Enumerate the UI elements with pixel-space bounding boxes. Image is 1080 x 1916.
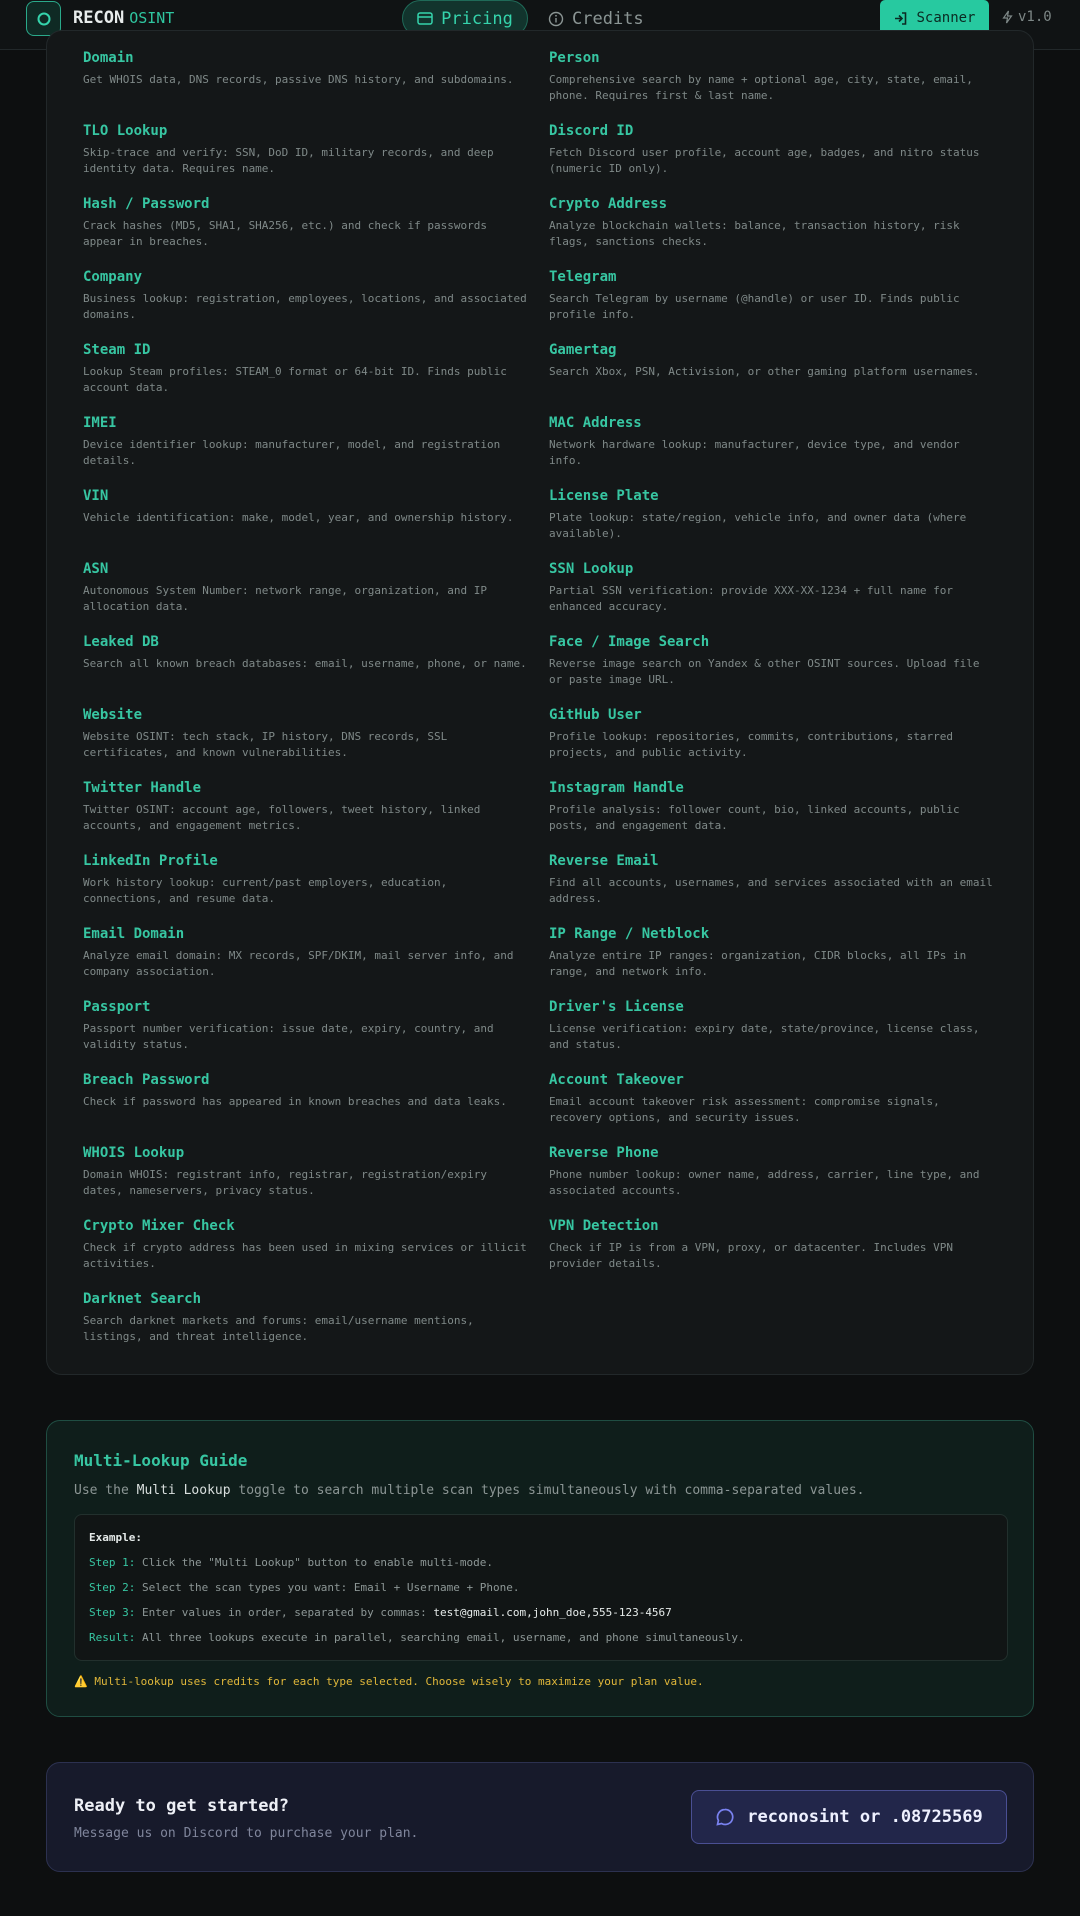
scan-type-item [83, 195, 533, 250]
scan-type-title: VPN Detection [549, 1218, 659, 1234]
scan-type-description: Email account takeover risk assessment: compromise signals, recovery options, and security issues. [549, 1095, 940, 1124]
scan-type-title: Website [83, 707, 143, 723]
scan-type-item [549, 560, 999, 615]
scan-type-title: Leaked DB [83, 634, 159, 650]
scan-type-item [549, 341, 999, 380]
scan-type-title: License Plate [549, 488, 659, 504]
scan-type-description: Check if IP is from a VPN, proxy, or datacenter. Includes VPN provider details. [549, 1241, 953, 1270]
scan-type-description: License verification: expiry date, state/province, license class, and status. [549, 1022, 980, 1051]
scan-type-item [549, 487, 999, 542]
scan-type-title: Company [83, 269, 143, 285]
scan-type-description: Crack hashes (MD5, SHA1, SHA256, etc.) and check if passwords appear in breaches. [83, 219, 487, 248]
scan-type-description: Passport number verification: issue date, expiry, country, and validity status. [83, 1022, 494, 1051]
scan-type-title: SSN Lookup [549, 561, 634, 577]
scan-type-title: Person [549, 50, 600, 66]
scan-type-description: Reverse image search on Yandex & other OSINT sources. Upload file or paste image URL. [549, 657, 980, 686]
scan-type-description: Skip-trace and verify: SSN, DoD ID, military records, and deep identity data. Requires name. [83, 146, 494, 175]
scan-type-description: Network hardware lookup: manufacturer, device type, and vendor info. [549, 438, 960, 467]
scan-type-title: MAC Address [549, 415, 642, 431]
scan-type-item [83, 998, 533, 1053]
step-result: Result: All three lookups execute in parallel, searching email, username, and phone simultaneously. [89, 1631, 745, 1644]
guide-title: Multi-Lookup Guide [74, 1451, 248, 1470]
scan-type-description: Fetch Discord user profile, account age, badges, and nitro status (numeric ID only). [549, 146, 980, 175]
cta-subtitle: Message us on Discord to purchase your plan. [74, 1826, 419, 1841]
scan-type-item [549, 1144, 999, 1199]
scan-type-description: Analyze blockchain wallets: balance, transaction history, risk flags, sanctions checks. [549, 219, 960, 248]
scan-type-title: IMEI [83, 415, 117, 431]
scan-type-description: Domain WHOIS: registrant info, registrar, registration/expiry dates, nameservers, privacy status. [83, 1168, 487, 1197]
lightning-icon [1002, 10, 1013, 24]
logo-text[interactable]: RECON OSINT [73, 8, 175, 28]
scan-type-item [83, 122, 533, 177]
scan-type-item [549, 414, 999, 469]
credits-warning: ⚠️ Multi-lookup uses credits for each type selected. Choose wisely to maximize your plan value. [74, 1675, 704, 1688]
scan-type-description: Search Telegram by username (@handle) or user ID. Finds public profile info. [549, 292, 960, 321]
scan-type-item [83, 341, 533, 396]
scan-type-title: Hash / Password [83, 196, 210, 212]
nav-pricing-tab[interactable]: Pricing [402, 0, 528, 37]
scan-type-description: Website OSINT: tech stack, IP history, DNS records, SSL certificates, and known vulnerabilities. [83, 730, 448, 759]
scan-type-description: Business lookup: registration, employees, locations, and associated domains. [83, 292, 527, 321]
scan-type-item [549, 852, 999, 907]
scan-type-title: VIN [83, 488, 109, 504]
scan-type-title: Discord ID [549, 123, 634, 139]
scan-type-description: Check if password has appeared in known breaches and data leaks. [83, 1095, 507, 1108]
scan-type-description: Twitter OSINT: account age, followers, tweet history, linked accounts, and engagement metrics. [83, 803, 481, 832]
scan-type-item [83, 268, 533, 323]
get-started-cta [46, 1762, 1034, 1872]
scan-types-panel [46, 30, 1034, 1375]
scan-type-item [83, 925, 533, 980]
scan-type-title: Twitter Handle [83, 780, 202, 796]
scan-type-description: Profile analysis: follower count, bio, linked accounts, public posts, and engagement data. [549, 803, 960, 832]
step-2: Step 2: Select the scan types you want: Email + Username + Phone. [89, 1581, 520, 1594]
scan-type-item [83, 414, 533, 469]
scan-type-item [549, 779, 999, 834]
scan-type-item [549, 49, 999, 104]
scan-type-item [83, 779, 533, 834]
scan-type-item [549, 268, 999, 323]
scan-type-description: Comprehensive search by name + optional age, city, state, email, phone. Requires first & last name. [549, 73, 973, 102]
scan-type-description: Vehicle identification: make, model, year, and ownership history. [83, 511, 514, 524]
scan-type-item [549, 1071, 999, 1126]
scan-type-title: Account Takeover [549, 1072, 684, 1088]
step-3: Step 3: Enter values in order, separated by commas: test@gmail.com,john_doe,555-123-4567 [89, 1606, 672, 1619]
scan-type-title: Crypto Address [549, 196, 668, 212]
scan-type-item [83, 487, 533, 526]
scan-type-title: Breach Password [83, 1072, 210, 1088]
scan-type-title: WHOIS Lookup [83, 1145, 185, 1161]
step-1: Step 1: Click the "Multi Lookup" button to enable multi-mode. [89, 1556, 493, 1569]
credit-card-icon [417, 12, 433, 25]
scan-type-item [83, 852, 533, 907]
scan-type-description: Search darknet markets and forums: email/username mentions, listings, and threat intelligence. [83, 1314, 474, 1343]
scan-type-item [549, 195, 999, 250]
guide-intro: Use the Multi Lookup toggle to search multiple scan types simultaneously with comma-separated values. [74, 1483, 865, 1498]
scan-type-item [83, 1217, 533, 1272]
nav-credits-tab[interactable]: Credits [548, 0, 644, 37]
scan-type-item [549, 925, 999, 980]
scan-type-title: Darknet Search [83, 1291, 202, 1307]
scan-type-item [549, 706, 999, 761]
version-badge: v1.0 [1002, 9, 1052, 25]
scan-type-title: LinkedIn Profile [83, 853, 218, 869]
scan-type-title: ASN [83, 561, 109, 577]
discord-contact-button[interactable]: reconosint or .08725569 [691, 1790, 1007, 1844]
scan-type-item [549, 998, 999, 1053]
scan-type-item [549, 122, 999, 177]
scan-type-description: Search Xbox, PSN, Activision, or other gaming platform usernames. [549, 365, 980, 378]
multi-lookup-guide [46, 1420, 1034, 1717]
scan-type-description: Lookup Steam profiles: STEAM_0 format or 64-bit ID. Finds public account data. [83, 365, 507, 394]
scan-type-title: Passport [83, 999, 151, 1015]
scan-type-item [83, 706, 533, 761]
scan-type-item [83, 49, 533, 88]
scan-type-description: Partial SSN verification: provide XXX-XX-1234 + full name for enhanced accuracy. [549, 584, 953, 613]
scan-type-description: Phone number lookup: owner name, address, carrier, line type, and associated accounts. [549, 1168, 980, 1197]
scan-type-item [83, 1071, 533, 1110]
scan-type-description: Analyze entire IP ranges: organization, CIDR blocks, all IPs in range, and network info. [549, 949, 967, 978]
scan-type-title: Instagram Handle [549, 780, 684, 796]
scan-type-title: Telegram [549, 269, 617, 285]
cta-title: Ready to get started? [74, 1796, 289, 1816]
info-icon [548, 11, 564, 27]
scan-type-item [83, 560, 533, 615]
scan-type-title: TLO Lookup [83, 123, 168, 139]
scan-type-description: Device identifier lookup: manufacturer, model, and registration details. [83, 438, 501, 467]
scan-type-title: Driver's License [549, 999, 684, 1015]
scan-type-description: Plate lookup: state/region, vehicle info, and owner data (where available). [549, 511, 967, 540]
scan-type-title: GitHub User [549, 707, 642, 723]
warning-icon: ⚠️ [74, 1675, 88, 1688]
scan-type-title: Reverse Phone [549, 1145, 659, 1161]
scan-type-description: Find all accounts, usernames, and services associated with an email address. [549, 876, 993, 905]
scan-type-title: Face / Image Search [549, 634, 710, 650]
scan-type-title: Reverse Email [549, 853, 659, 869]
scan-type-title: Email Domain [83, 926, 185, 942]
scan-type-title: Gamertag [549, 342, 617, 358]
scan-type-description: Profile lookup: repositories, commits, contributions, starred projects, and public activity. [549, 730, 953, 759]
sign-in-icon [893, 11, 908, 26]
scan-type-description: Search all known breach databases: email, username, phone, or name. [83, 657, 527, 670]
scan-type-item [83, 1144, 533, 1199]
scan-type-title: Steam ID [83, 342, 151, 358]
example-label: Example: [89, 1531, 142, 1544]
scan-type-item [83, 633, 533, 672]
scan-type-title: Crypto Mixer Check [83, 1218, 235, 1234]
scan-type-description: Work history lookup: current/past employers, education, connections, and resume data. [83, 876, 448, 905]
scan-type-description: Check if crypto address has been used in mixing services or illicit activities. [83, 1241, 527, 1270]
scan-type-item [549, 1217, 999, 1272]
chat-bubble-icon [715, 1807, 735, 1827]
scan-type-description: Get WHOIS data, DNS records, passive DNS history, and subdomains. [83, 73, 514, 86]
scan-type-title: IP Range / Netblock [549, 926, 710, 942]
scanner-button[interactable]: Scanner [880, 0, 989, 36]
scan-type-item [549, 633, 999, 688]
scan-type-item [83, 1290, 533, 1345]
scan-type-description: Analyze email domain: MX records, SPF/DKIM, mail server info, and company association. [83, 949, 514, 978]
example-box [74, 1514, 1008, 1661]
scan-type-description: Autonomous System Number: network range, organization, and IP allocation data. [83, 584, 487, 613]
scan-type-title: Domain [83, 50, 134, 66]
